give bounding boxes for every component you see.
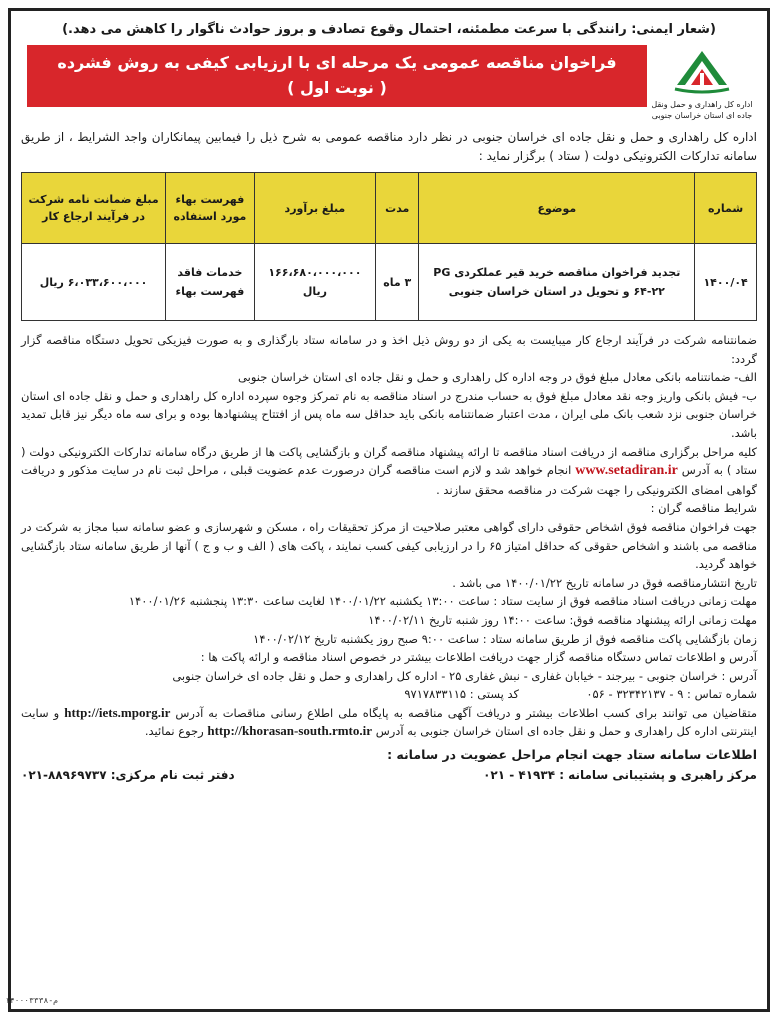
safety-slogan: (شعار ایمنی: رانندگی با سرعت مطمئنه، احتمال وقوع تصادف و بروز حوادث ناگوار را کاهش می دهد.) [62, 22, 716, 37]
col-guarantee-header: مبلغ ضمانت نامه شرکت در فرآیند ارجاع کار [22, 173, 166, 244]
setad-link[interactable]: www.setadiran.ir [575, 463, 678, 479]
row-duration: ۳ ماه [376, 244, 419, 321]
address: آدرس : خراسان جنوبی - بیرجند - خیابان غفاری - نبش غفاری ۲۵ - اداره کل راهداری و حمل و نقل جاده ای خراسان جنوبی [172, 668, 757, 683]
setad-text-1: کلیه مراحل برگزاری مناقصه از دریافت اسناد مناقصه تا ارائه پیشنهاد مناقصه گران و بازگشایی پاکت ها از طریق درگاه سامانه تدارکات الکترونیکی دولت ( ستاد ) به آدرس [21, 444, 757, 478]
document-deadline: مهلت زمانی دریافت اسناد مناقصه فوق از سایت ستاد : ساعت ۱۳:۰۰ یکشنبه ۱۴۰۰/۰۱/۲۲ لغایت ساعت ۱۳:۳۰ پنجشنبه ۱۴۰۰/۰۱/۲۶ [128, 594, 757, 609]
col-number-header: شماره [695, 173, 757, 244]
proposal-deadline: مهلت زمانی ارائه پیشنهاد مناقصه فوق: ساعت ۱۴:۰۰ روز شنبه تاریخ ۱۴۰۰/۰۲/۱۱ [368, 612, 757, 627]
row-number: ۱۴۰۰/۰۴ [695, 244, 757, 321]
row-price-list: خدمات فاقد فهرست بهاء [166, 244, 255, 321]
setad-process [21, 443, 757, 500]
title-line-1: فراخوان مناقصه عمومی یک مرحله ای با ارزیابی کیفی به روش فشرده [57, 53, 617, 72]
rmto-link[interactable]: http://khorasan-south.rmto.ir [207, 723, 373, 739]
bidder-conditions: جهت فراخوان مناقصه فوق اشخاص حقوقی دارای گواهی معتبر صلاحیت از مرکز تحقیقات راه ، مسکن و شهرسازی و عضو سامانه سبا مجاز به شرکت در مناقصه می باشند و اشخاص حقوقی که حداقل امتیاز ۶۵ را در ارزیابی کیفی کسب نمایند ، پاکت های ( الف و ب و ج ) آنها از طریق سامانه ستاد بازگشایی خواهد گردید. [21, 519, 757, 572]
row-subject: تجدید فراخوان مناقصه خرید قیر عملکردی PG ۶۴-۲۲ و تحویل در استان خراسان جنوبی [419, 244, 695, 321]
iets-link[interactable]: http://iets.mporg.ir [64, 704, 171, 720]
org-caption: اداره کل راهداری و حمل ونقل جاده ای استان خراسان جنوبی [651, 100, 753, 120]
registration-office: دفتر ثبت نام مرکزی: ۸۸۹۶۹۷۳۷-۰۲۱ [21, 768, 235, 783]
postal-code: کد پستی : ۹۷۱۷۸۳۳۱۱۵ [404, 687, 519, 702]
guarantee-methods: ضمانتنامه شرکت در فرآیند ارجاع کار میبایست به یکی از دو روش ذیل اخذ و در سامانه ستاد بارگذاری و به صورت فیزیکی تحویل دستگاه مناقصه گزار گردد: [21, 333, 757, 366]
col-estimate-header: مبلغ برآورد [254, 173, 375, 244]
bidder-conditions-heading: شرایط مناقصه گران : [650, 501, 757, 516]
method-b: ب- فیش بانکی واریز وجه نقد معادل مبلغ فوق به حساب مندرج در اسناد مناقصه به نام تمرکز وجوه سپرده اداره کل راهداری و حمل و نقل جاده ای استان خراسان جنوبی نزد شعب بانک ملی ایران ، مدت اعتبار ضمانتنامه بانکی باید حداقل سه ماه پس از افتتاح پیشنهادها بوده و برای سه ماه دیگر نیز قابل تمدید باشد. [21, 388, 757, 440]
setad-info-title: اطلاعات سامانه ستاد جهت انجام مراحل عضویت در سامانه : [387, 747, 757, 763]
table-header-row [22, 173, 757, 244]
more-info-text-2: و سایت اینترنتی اداره کل راهداری و حمل و نقل جاده ای استان خراسان جنوبی به آدرس [21, 705, 757, 739]
footer-contacts [21, 768, 757, 782]
tender-notice [5, 8, 770, 1012]
opening-time: زمان بازگشایی پاکت مناقصه فوق از طریق سامانه ستاد : ساعت ۹:۰۰ صبح روز یکشنبه تاریخ ۱۴۰۰/۰۲/۱۲ [253, 631, 757, 646]
method-a: الف- ضمانتنامه بانکی معادل مبلغ فوق در وجه اداره کل راهداری و حمل و نقل جاده ای استان خراسان جنوبی [238, 370, 757, 385]
contact-heading: آدرس و اطلاعات تماس دستگاه مناقصه گزار جهت دریافت اطلاعات بیشتر در خصوص اسناد مناقصه و ارائه پاکت ها : [200, 650, 757, 665]
col-subject-header: موضوع [419, 173, 695, 244]
row-estimate: ۱۶۶،۶۸۰،۰۰۰،۰۰۰ ریال [254, 244, 375, 321]
notice-body [21, 331, 757, 741]
notice-title [27, 45, 647, 107]
support-center: مرکز راهبری و پشتیبانی سامانه : ۴۱۹۳۴ - ۰۲۱ [483, 768, 757, 783]
notice-header [21, 45, 757, 121]
col-price-list-header: فهرست بهاء مورد استفاده [166, 173, 255, 244]
org-logo-area [647, 45, 757, 121]
intro-text: اداره کل راهداری و حمل و نقل جاده ای خراسان جنوبی در نظر دارد مناقصه عمومی به شرح ذیل را فیمابین پیمانکاران واجد الشرایط ، از طریق سامانه تدارکات الکترونیکی دولت ( ستاد ) برگزار نماید : [21, 130, 757, 163]
phone-postal [21, 685, 757, 704]
road-maintenance-logo-icon [671, 45, 733, 97]
row-guarantee: ۶،۰۳۳،۶۰۰،۰۰۰ ریال [22, 244, 166, 321]
table-row [22, 244, 757, 321]
more-info-text-3: رجوع نمائید. [144, 724, 204, 739]
title-line-2: ( نوبت اول ) [287, 78, 387, 97]
more-info-text-1: متقاضیان می توانند برای کسب اطلاعات بیشتر و دریافت آگهی مناقصه به پایگاه ملی اطلاع رسانی مناقصات به آدرس [175, 705, 757, 720]
publish-date: تاریخ انتشارمناقصه فوق در سامانه تاریخ ۱۴۰۰/۰۱/۲۲ می باشد . [452, 575, 757, 590]
tender-table [21, 172, 757, 321]
setad-text-2: انجام خواهد شد و لازم است مناقصه گران درصورت عدم عضویت قبلی ، مراحل ثبت نام در سایت مذکور و دریافت گواهی امضای الکترونیکی را جهت شرکت در مناقصه محقق سازند . [21, 463, 757, 497]
ad-code: ۱۴۰۰۰۳۳۳۸-م [5, 996, 58, 1005]
phone-number: شماره تماس : ۹ - ۳۲۳۴۲۱۳۷ - ۰۵۶ [586, 687, 757, 702]
more-info [21, 704, 757, 741]
col-duration-header: مدت [376, 173, 419, 244]
